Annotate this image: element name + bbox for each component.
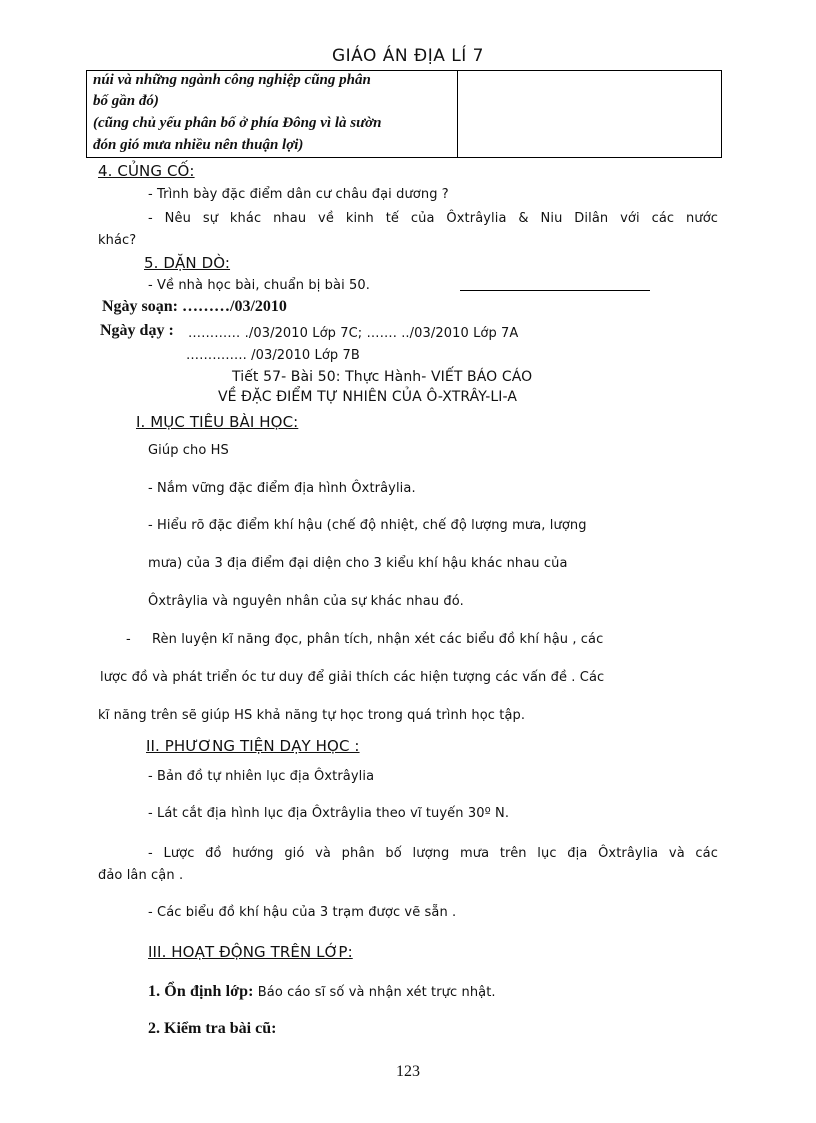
muc-tieu-heading: I. MỤC TIÊU BÀI HỌC:	[136, 413, 299, 431]
dan-do-heading: 5. DẶN DÒ:	[144, 254, 231, 272]
lesson-title-line-1: Tiết 57- Bài 50: Thực Hành- VIẾT BÁO CÁO	[232, 369, 533, 385]
separator-line	[460, 290, 650, 291]
ngay-day-line-1: ………… ./03/2010 Lớp 7C; ……. ../03/2010 Lớp 7A	[188, 326, 519, 341]
muc-tieu-point-1: - Nắm vững đặc điểm địa hình Ôxtrâylia.	[148, 481, 416, 496]
table-cell-line: đón gió mưa nhiều nên thuận lợi)	[93, 137, 304, 153]
table-cell-line: bố gần đó)	[93, 93, 159, 109]
muc-tieu-point-3-line-2: lược đồ và phát triển óc tư duy để giải thích các hiện tượng các vấn đề . Các	[100, 670, 605, 685]
dan-do-text: - Về nhà học bài, chuẩn bị bài 50.	[148, 278, 370, 293]
hoat-dong-step-2-label: 2. Kiểm tra bài cũ:	[148, 1020, 277, 1037]
ngay-soan-line	[102, 298, 287, 316]
page-header-title: GIÁO ÁN ĐỊA LÍ 7	[332, 46, 484, 66]
ngay-day-label: Ngày dạy :	[100, 322, 174, 339]
muc-tieu-point-3-line-1: Rèn luyện kĩ năng đọc, phân tích, nhận xét các biểu đồ khí hậu , các	[152, 632, 604, 647]
muc-tieu-point-2-line-2: mưa) của 3 địa điểm đại diện cho 3 kiểu khí hậu khác nhau của	[148, 556, 568, 571]
phuong-tien-item-1: - Bản đồ tự nhiên lục địa Ôxtrâylia	[148, 769, 375, 784]
continuation-table	[86, 70, 722, 158]
page-number: 123	[396, 1063, 420, 1080]
muc-tieu-point-3-dash: -	[126, 632, 131, 647]
cung-co-heading: 4. CỦNG CỐ:	[98, 162, 195, 180]
hoat-dong-step-1-label: 1. Ổn định lớp:	[148, 983, 254, 1000]
muc-tieu-point-2-line-3: Ôxtrâylia và nguyên nhân của sự khác nhau đó.	[148, 594, 464, 609]
ngay-soan-label: Ngày soạn:	[102, 298, 179, 315]
phuong-tien-item-3-line-1: - Lược đồ hướng gió và phân bố lượng mưa trên lục địa Ôxtrâylia và các	[148, 846, 718, 861]
muc-tieu-point-2-line-1: - Hiểu rõ đặc điểm khí hậu (chế độ nhiệt, chế độ lượng mưa, lượng	[148, 518, 587, 533]
muc-tieu-intro: Giúp cho HS	[148, 443, 229, 458]
cung-co-question-2-line-1: - Nêu sự khác nhau về kinh tế của Ôxtrâylia & Niu Dilân với các nước	[148, 211, 718, 226]
table-cell-line: (cũng chủ yếu phân bố ở phía Đông vì là sườn	[93, 115, 382, 131]
cung-co-question-1: - Trình bày đặc điểm dân cư châu đại dương ?	[148, 187, 449, 202]
phuong-tien-item-3-line-2: đảo lân cận .	[98, 868, 184, 883]
phuong-tien-item-2: - Lát cắt địa hình lục địa Ôxtrâylia theo vĩ tuyến 30º N.	[148, 806, 510, 821]
hoat-dong-step-1	[148, 983, 496, 1001]
hoat-dong-heading: III. HOẠT ĐỘNG TRÊN LỚP:	[148, 943, 353, 961]
phuong-tien-heading: II. PHƯƠNG TIỆN DẠY HỌC :	[146, 737, 360, 755]
hoat-dong-step-1-text: Báo cáo sĩ số và nhận xét trực nhật.	[253, 985, 496, 1000]
table-cell-line: núi và những ngành công nghiệp cũng phân	[93, 72, 371, 88]
ngay-day-line-2: ………….. /03/2010 Lớp 7B	[186, 348, 360, 363]
table-column-divider	[457, 71, 458, 157]
cung-co-question-2-line-2: khác?	[98, 233, 137, 248]
lesson-title-line-2: VỀ ĐẶC ĐIỂM TỰ NHIÊN CỦA Ô-XTRÂY-LI-A	[218, 389, 518, 405]
muc-tieu-point-3-line-3: kĩ năng trên sẽ giúp HS khả năng tự học trong quá trình học tập.	[98, 708, 526, 723]
phuong-tien-item-4: - Các biểu đồ khí hậu của 3 trạm được vẽ sẵn .	[148, 905, 457, 920]
ngay-soan-value: ………/03/2010	[182, 298, 287, 315]
